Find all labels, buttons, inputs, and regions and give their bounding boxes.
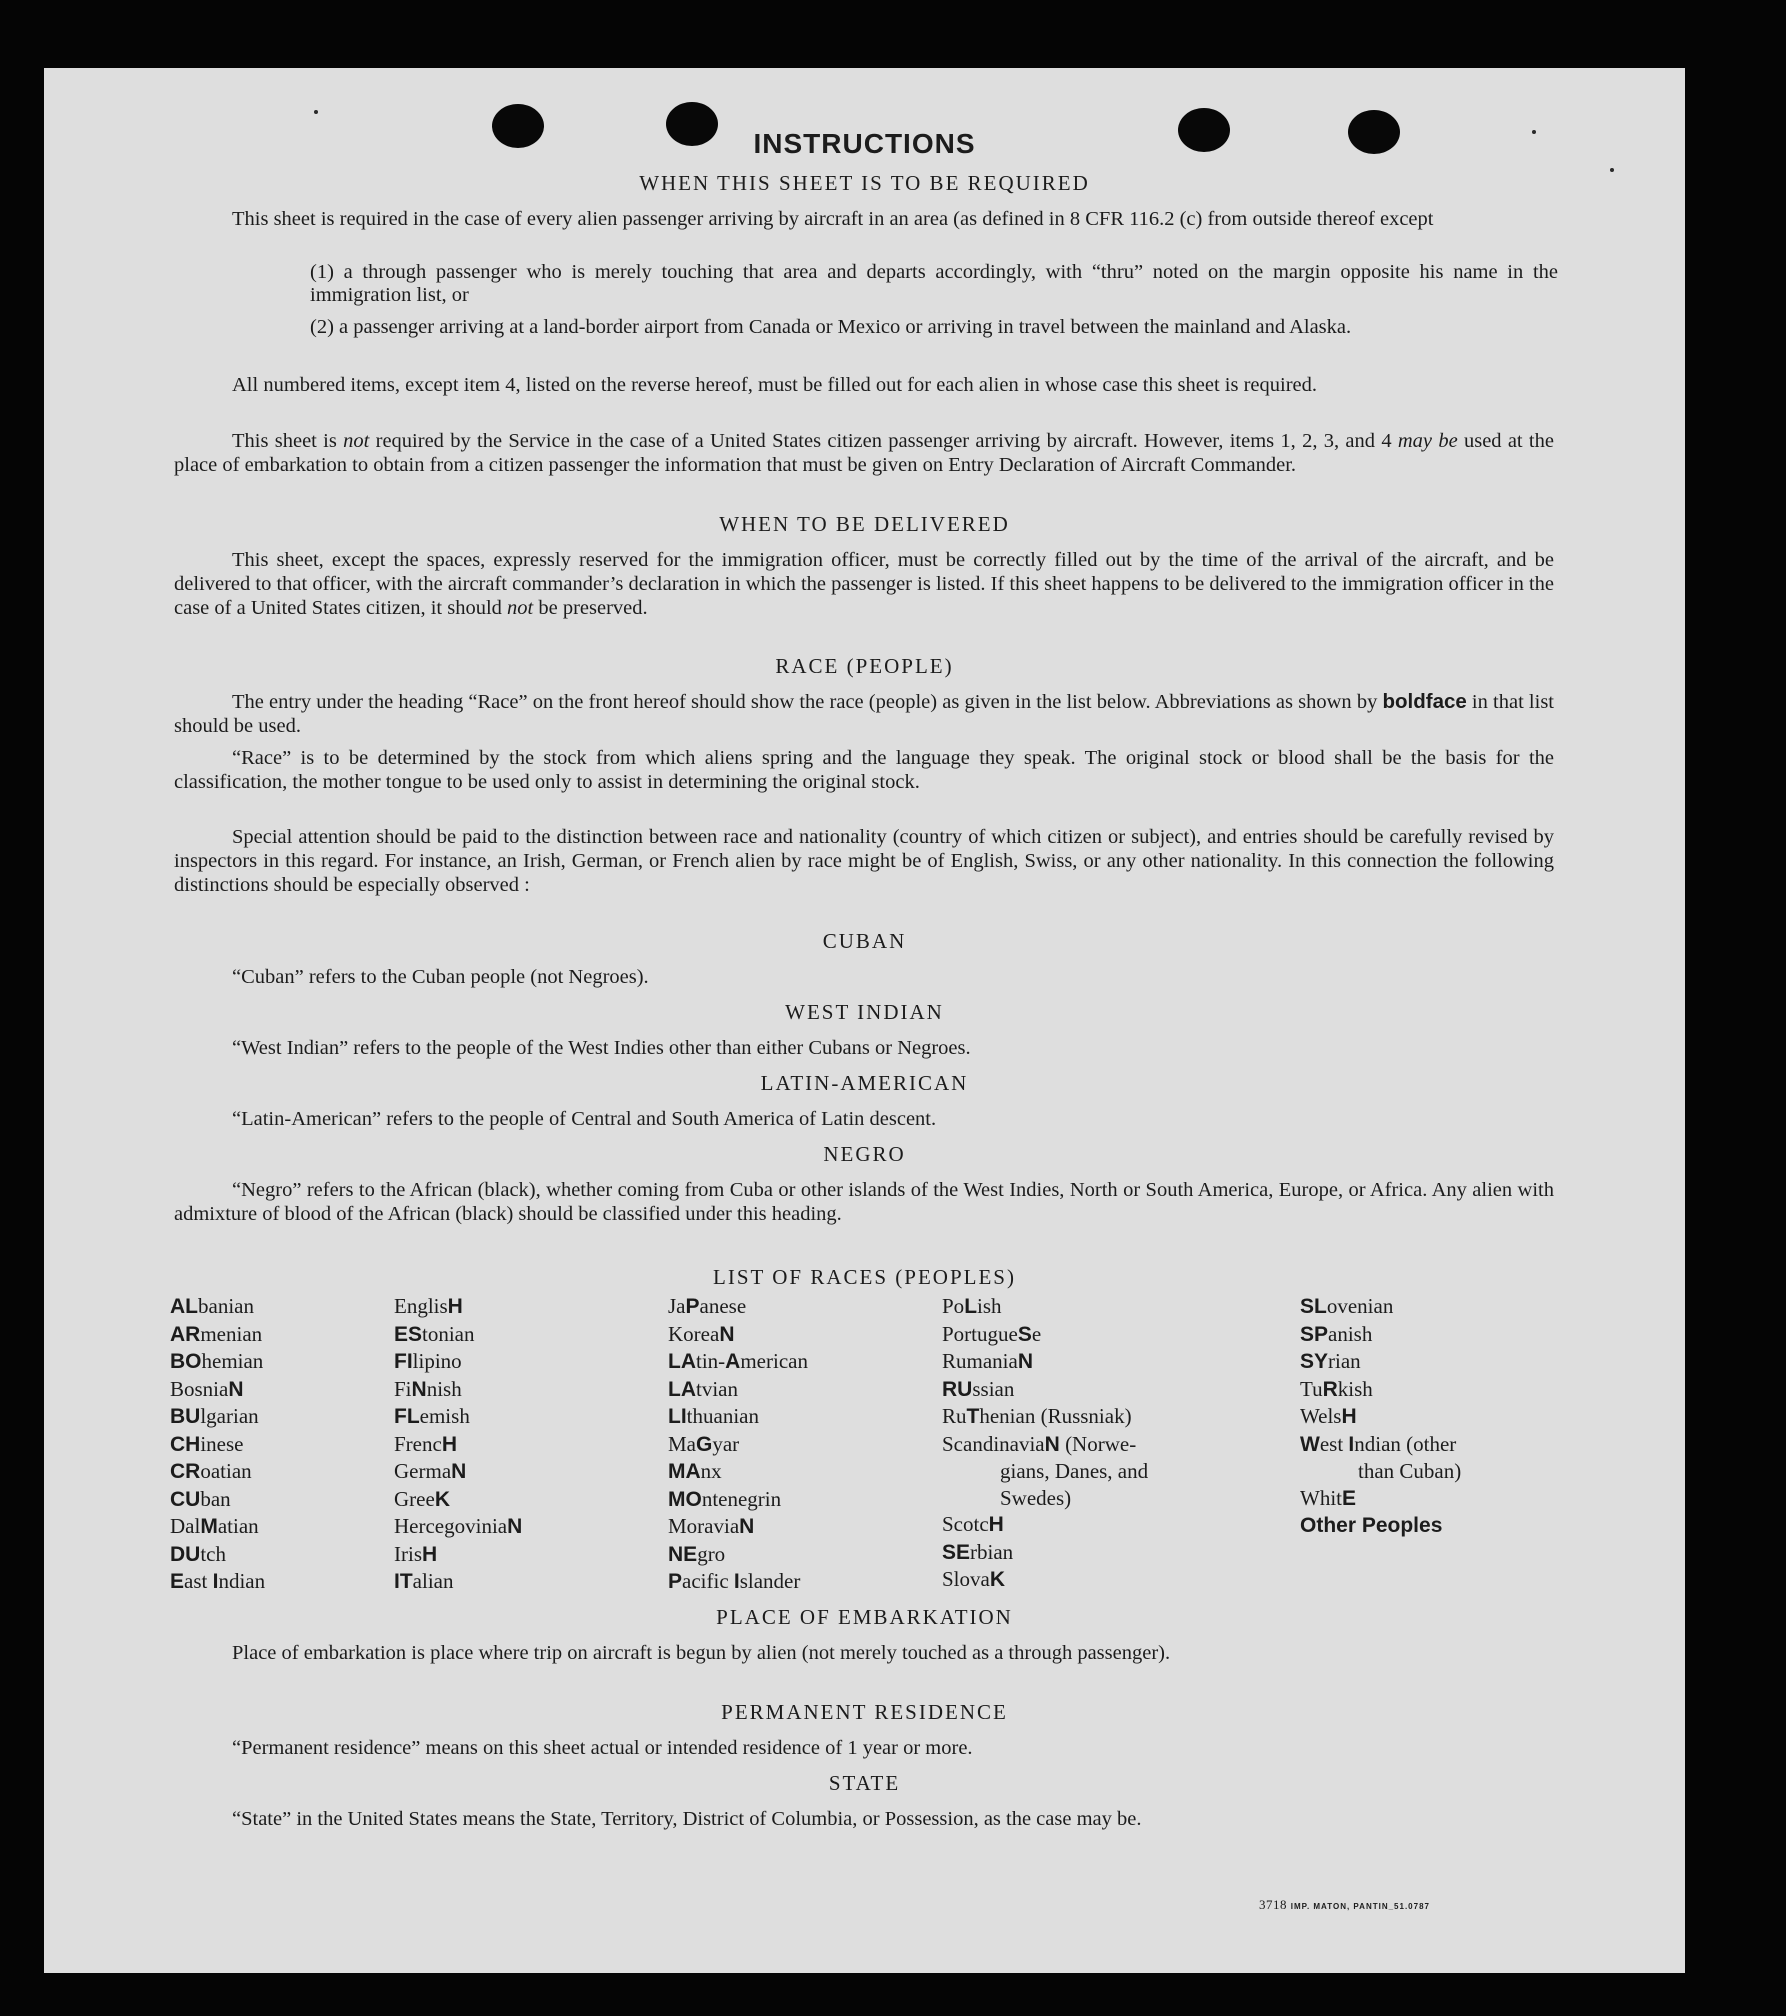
race-abbreviation: H: [441, 1432, 457, 1456]
race-entry: [668, 1458, 808, 1486]
race-abbreviation: SE: [942, 1540, 971, 1564]
race-name-part: Iris: [394, 1541, 422, 1566]
race-abbreviation: AR: [170, 1322, 201, 1346]
race-abbreviation: BU: [170, 1405, 201, 1428]
race-abbreviation: K: [434, 1487, 450, 1511]
embarkation-para: [174, 1641, 1554, 1665]
race-name-part: rian: [1328, 1349, 1361, 1373]
race-entry: [394, 1293, 522, 1321]
race-abbreviation: P: [668, 1570, 683, 1593]
residence-text: “Permanent residence” means on this sheet actual or intended residence of 1 year or more.: [232, 1737, 973, 1759]
race-abbreviation: P: [685, 1295, 700, 1318]
race-name-part: menian: [200, 1321, 263, 1346]
race-entry: [394, 1321, 522, 1349]
heading-when-delivered: WHEN TO BE DELIVERED: [719, 512, 1010, 536]
race-abbreviation: DU: [170, 1542, 201, 1566]
race-abbreviation: BO: [170, 1350, 202, 1373]
race-entry: [668, 1541, 808, 1569]
race-name-part: Englis: [394, 1294, 448, 1318]
race-abbreviation: S: [1017, 1322, 1032, 1346]
race-abbreviation: RU: [942, 1377, 973, 1401]
race-entry: [170, 1458, 265, 1486]
race-abbreviation: N: [1044, 1432, 1060, 1456]
delivered-para: [174, 548, 1554, 620]
required-item-2: (2) a passenger arriving at a land-border airport from Canada or Mexico or arriving in travel between the mainland and Alaska.: [310, 316, 1352, 338]
race-name-part: kish: [1337, 1376, 1373, 1401]
race-abbreviation: NE: [668, 1542, 698, 1566]
race-abbreviation: E: [170, 1570, 185, 1593]
race-abbreviation: H: [1341, 1405, 1357, 1428]
race-name-part: tch: [200, 1541, 226, 1566]
negro-text: “Negro” refers to the African (black), whether coming from Cuba or other islands of the West Indies, North or South America, Europe, or Africa. Any alien with admixture of blood of the African (black) should be classified under this heading.: [174, 1179, 1554, 1225]
emphasis: not: [507, 597, 534, 619]
race-name-part: merican: [740, 1349, 808, 1373]
west-indian-para: [174, 1036, 1554, 1060]
race-abbreviation: E: [1342, 1486, 1357, 1510]
heading-place-of-embarkation: PLACE OF EMBARKATION: [716, 1605, 1013, 1629]
race-name-part: anese: [699, 1294, 747, 1318]
race-entry: [942, 1348, 1148, 1376]
race-name-part: Ma: [668, 1431, 696, 1456]
race-name-part: Ja: [668, 1294, 686, 1318]
form-footer: [1259, 1897, 1430, 1913]
heading-permanent-residence: PERMANENT RESIDENCE: [721, 1700, 1008, 1724]
race-name-part: banian: [198, 1294, 254, 1318]
race-abbreviation: A: [725, 1350, 741, 1373]
races-column-5: [1300, 1293, 1461, 1540]
race-entry: [394, 1431, 522, 1459]
race-entry: Swedes): [1000, 1485, 1072, 1510]
race-name-part: nish: [426, 1376, 462, 1401]
required-intro: [174, 207, 1554, 231]
race-entry: [942, 1321, 1148, 1349]
race-entry: [942, 1431, 1148, 1459]
race-abbreviation: N: [1017, 1350, 1033, 1373]
race-name-part: Dal: [170, 1514, 201, 1538]
race-name-part: rbian: [970, 1539, 1014, 1564]
heading-state: STATE: [828, 1771, 901, 1795]
race-entry: [1300, 1431, 1461, 1459]
printer-imprint: IMP. MATON, PANTIN_51.0787: [1290, 1902, 1430, 1911]
races-column-4: [942, 1293, 1148, 1594]
races-column-2: [394, 1293, 522, 1596]
race-entry: [942, 1293, 1148, 1321]
race-abbreviation: G: [696, 1432, 713, 1456]
race-entry: [668, 1376, 808, 1404]
race-entry: [394, 1541, 522, 1569]
boldface-word: boldface: [1382, 690, 1467, 713]
race-abbreviation: I: [733, 1570, 740, 1593]
race-entry: [170, 1293, 265, 1321]
race-name-part: ast: [184, 1569, 213, 1593]
race-name-part: Korea: [668, 1321, 720, 1346]
race-name-part: emish: [419, 1404, 470, 1428]
cuban-para: [174, 965, 1554, 989]
heading-west-indian: WEST INDIAN: [785, 1000, 944, 1024]
race-abbreviation: ES: [394, 1322, 423, 1346]
race-name-part: lgarian: [200, 1404, 259, 1428]
race-name-part: ovenian: [1326, 1294, 1394, 1318]
race-name-part: tin-: [696, 1349, 726, 1373]
required-intro-text: This sheet is required in the case of every alien passenger arriving by aircraft in an area (as defined in 8 CFR 116.2 (c) from outside thereof except: [232, 208, 1434, 230]
required-item-1: (1) a through passenger who is merely touching that area and departs accordingly, with “thru” noted on the margin opposite his name in the immigration list, or: [310, 261, 1558, 306]
race-name-part: inese: [200, 1431, 244, 1456]
race-name-part: Rumania: [942, 1349, 1018, 1373]
race-name-part: ban: [200, 1486, 231, 1511]
race-entry: [1300, 1321, 1461, 1349]
race-abbreviation: CR: [170, 1460, 201, 1483]
race-name-part: lipino: [412, 1349, 462, 1373]
race-entry: [668, 1348, 808, 1376]
race-abbreviation: IT: [394, 1570, 413, 1593]
race-entry: [1300, 1376, 1461, 1404]
negro-para: [174, 1178, 1554, 1226]
race-para-2-text: “Race” is to be determined by the stock from which aliens spring and the language they speak. The original stock or blood shall be the basis for the classification, the mother tongue to be used only to assist in determining the original stock.: [174, 747, 1554, 793]
state-para: [174, 1807, 1554, 1831]
race-name-part: gro: [697, 1541, 726, 1566]
race-name-part: yar: [712, 1431, 740, 1456]
race-name-part: Frenc: [394, 1431, 442, 1456]
race-abbreviation: L: [964, 1295, 978, 1318]
race-name-part: ndian: [218, 1569, 266, 1593]
text: in that list should be used.: [174, 691, 1554, 737]
heading-cuban: CUBAN: [822, 929, 907, 953]
race-abbreviation: AL: [170, 1295, 198, 1318]
race-entry: [1300, 1293, 1461, 1321]
race-entry: [668, 1403, 808, 1431]
race-entry: [942, 1403, 1148, 1431]
race-name-part: Scotc: [942, 1512, 989, 1536]
race-abbreviation: N: [507, 1515, 523, 1538]
heading-when-required: WHEN THIS SHEET IS TO BE REQUIRED: [639, 171, 1090, 195]
race-entry: [668, 1486, 808, 1514]
race-name-part: Slova: [942, 1567, 990, 1591]
form-code: 3718: [1259, 1897, 1287, 1912]
race-name-part: e: [1031, 1321, 1042, 1346]
race-name-part: ntenegrin: [701, 1486, 782, 1511]
race-entry: [394, 1403, 522, 1431]
race-name-part: Tu: [1300, 1376, 1323, 1401]
race-entry: [394, 1458, 522, 1486]
race-name-part: Ru: [942, 1404, 967, 1428]
race-entry: [668, 1321, 808, 1349]
race-entry: [942, 1511, 1148, 1539]
race-name-part: Po: [942, 1294, 965, 1318]
race-entry: [1300, 1485, 1461, 1513]
required-para-2-text: All numbered items, except item 4, listed on the reverse hereof, must be filled out for each alien in whose case this sheet is required.: [232, 374, 1318, 396]
embarkation-text: Place of embarkation is place where trip on aircraft is begun by alien (not merely touched as a through passenger).: [232, 1642, 1171, 1664]
race-name-part: ssian: [972, 1376, 1015, 1401]
race-entry: [170, 1376, 265, 1404]
race-abbreviation: N: [739, 1515, 755, 1538]
race-name-part: thuanian: [686, 1404, 759, 1428]
race-abbreviation: M: [200, 1515, 218, 1538]
text: required by the Service in the case of a United States citizen passenger arriving by aircraft. However, items 1, 2, 3, and 4: [369, 430, 1398, 452]
state-text: “State” in the United States means the State, Territory, District of Columbia, or Possession, as the case may be.: [232, 1808, 1142, 1830]
race-abbreviation: W: [1300, 1432, 1320, 1456]
race-entry: [668, 1293, 808, 1321]
race-entry: [170, 1403, 265, 1431]
page-title: INSTRUCTIONS: [753, 128, 976, 159]
race-abbreviation: R: [1322, 1377, 1338, 1401]
race-abbreviation: LA: [668, 1377, 696, 1401]
race-name-part: Gree: [394, 1486, 435, 1511]
race-entry: [170, 1486, 265, 1514]
race-abbreviation: LI: [668, 1405, 687, 1428]
race-abbreviation: SY: [1300, 1350, 1329, 1373]
race-name-part: Bosnia: [170, 1376, 229, 1401]
race-abbreviation: Other Peoples: [1300, 1514, 1443, 1537]
race-para-1: [174, 690, 1554, 738]
race-entry: [170, 1541, 265, 1569]
race-abbreviation: MO: [668, 1487, 702, 1511]
races-column-3: [668, 1293, 808, 1596]
race-name-part: Fi: [394, 1376, 412, 1401]
race-entry: [170, 1568, 265, 1596]
race-abbreviation: T: [966, 1405, 980, 1428]
race-entry: [394, 1568, 522, 1596]
latin-american-text: “Latin-American” refers to the people of Central and South America of Latin descent.: [232, 1108, 937, 1130]
race-name-part: tonian: [422, 1321, 475, 1346]
race-name-part: henian (Russniak): [979, 1404, 1132, 1428]
race-abbreviation: K: [989, 1568, 1006, 1591]
race-name-part: Scandinavia: [942, 1431, 1045, 1456]
race-entry: [170, 1321, 265, 1349]
race-entry: [1300, 1348, 1461, 1376]
emphasis: may be: [1397, 430, 1458, 452]
race-abbreviation: FI: [394, 1350, 413, 1373]
race-entry: [942, 1566, 1148, 1594]
race-abbreviation: I: [212, 1570, 219, 1593]
text: be preserved.: [533, 597, 648, 619]
race-abbreviation: CH: [170, 1432, 201, 1456]
race-name-part: nx: [700, 1459, 722, 1483]
race-abbreviation: N: [228, 1377, 244, 1401]
race-name-part: alian: [412, 1569, 454, 1593]
text: This sheet, except the spaces, expressly reserved for the immigration officer, must be correctly filled out by the time of the arrival of the aircraft, and be delivered to that officer, with the aircraft commander’s declaration in which the passenger is listed. If this sheet happens to be delivered to the immigration officer in the case of a United States citizen, it should: [174, 549, 1554, 619]
latin-american-para: [174, 1107, 1554, 1131]
race-name-part: (Norwe-: [1059, 1431, 1137, 1456]
race-name-part: ndian (other: [1354, 1431, 1457, 1456]
race-para-3: [174, 825, 1554, 897]
document-page: [44, 68, 1685, 1973]
race-abbreviation: N: [719, 1322, 735, 1346]
race-abbreviation: H: [988, 1513, 1004, 1536]
race-abbreviation: I: [1348, 1432, 1355, 1456]
race-name-part: Moravia: [668, 1514, 740, 1538]
race-entry: [668, 1431, 808, 1459]
race-name-part: acific: [682, 1569, 734, 1593]
race-name-part: ish: [977, 1294, 1002, 1318]
race-entry: [394, 1486, 522, 1514]
race-name-part: hemian: [201, 1349, 264, 1373]
race-entry: [394, 1376, 522, 1404]
race-abbreviation: SP: [1300, 1322, 1329, 1346]
race-entry: than Cuban): [1358, 1459, 1462, 1483]
race-entry: [394, 1513, 522, 1541]
race-entry: gians, Danes, and: [1000, 1459, 1149, 1483]
race-abbreviation: FL: [394, 1405, 420, 1428]
race-entry: [170, 1431, 265, 1459]
race-name-part: est: [1319, 1431, 1349, 1456]
heading-race: RACE (PEOPLE): [775, 654, 954, 678]
race-para-2: [174, 746, 1554, 794]
race-name-part: Wels: [1300, 1404, 1342, 1428]
race-entry: [170, 1348, 265, 1376]
race-name-part: Hercegovinia: [394, 1514, 508, 1538]
race-entry: [942, 1376, 1148, 1404]
race-abbreviation: LA: [668, 1350, 696, 1373]
heading-latin-american: LATIN-AMERICAN: [760, 1071, 969, 1095]
race-entry: [394, 1348, 522, 1376]
emphasis: not: [343, 430, 370, 452]
residence-para: [174, 1736, 1554, 1760]
heading-negro: NEGRO: [823, 1142, 906, 1166]
race-name-part: oatian: [200, 1459, 252, 1483]
heading-list-of-races: LIST OF RACES (PEOPLES): [713, 1265, 1016, 1289]
text: This sheet is: [232, 430, 344, 452]
race-abbreviation: CU: [170, 1487, 201, 1511]
required-para-3: [174, 429, 1554, 477]
race-abbreviation: H: [447, 1295, 463, 1318]
race-para-3-text: Special attention should be paid to the distinction between race and nationality (country of which citizen or subject), and entries should be carefully revised by inspectors in this regard. For instance, an Irish, German, or French alien by race might be of English, Swiss, or any other nationality. In this connection the following distinctions should be especially observed :: [174, 826, 1554, 896]
west-indian-text: “West Indian” refers to the people of the West Indies other than either Cubans or Negroes.: [232, 1037, 971, 1059]
race-name-part: slander: [739, 1569, 801, 1593]
race-name-part: Germa: [394, 1459, 452, 1483]
race-name-part: Whit: [1300, 1485, 1342, 1510]
speck: [314, 110, 318, 114]
races-column-1: [170, 1293, 265, 1596]
text: The entry under the heading “Race” on the front hereof should show the race (people) as given in the list below. Abbreviations as shown by: [232, 691, 1383, 713]
race-name-part: anish: [1328, 1321, 1373, 1346]
race-abbreviation: N: [411, 1377, 427, 1401]
cuban-text: “Cuban” refers to the Cuban people (not Negroes).: [232, 966, 649, 988]
race-entry: [668, 1513, 808, 1541]
race-entry: [668, 1568, 808, 1596]
race-name-part: tvian: [696, 1376, 738, 1401]
race-abbreviation: SL: [1300, 1295, 1327, 1318]
text: used at the place of embarkation to obtain from a citizen passenger the information that must be given on Entry Declaration of Aircraft Commander.: [174, 430, 1554, 476]
race-entry: [942, 1539, 1148, 1567]
race-entry: [170, 1513, 265, 1541]
required-para-2: [174, 373, 1554, 397]
race-name-part: atian: [217, 1514, 259, 1538]
race-abbreviation: MA: [668, 1460, 701, 1483]
race-abbreviation: H: [422, 1542, 438, 1566]
race-abbreviation: N: [451, 1460, 467, 1483]
race-entry: [1300, 1403, 1461, 1431]
race-entry: [1300, 1512, 1461, 1540]
race-name-part: Portugue: [942, 1321, 1018, 1346]
